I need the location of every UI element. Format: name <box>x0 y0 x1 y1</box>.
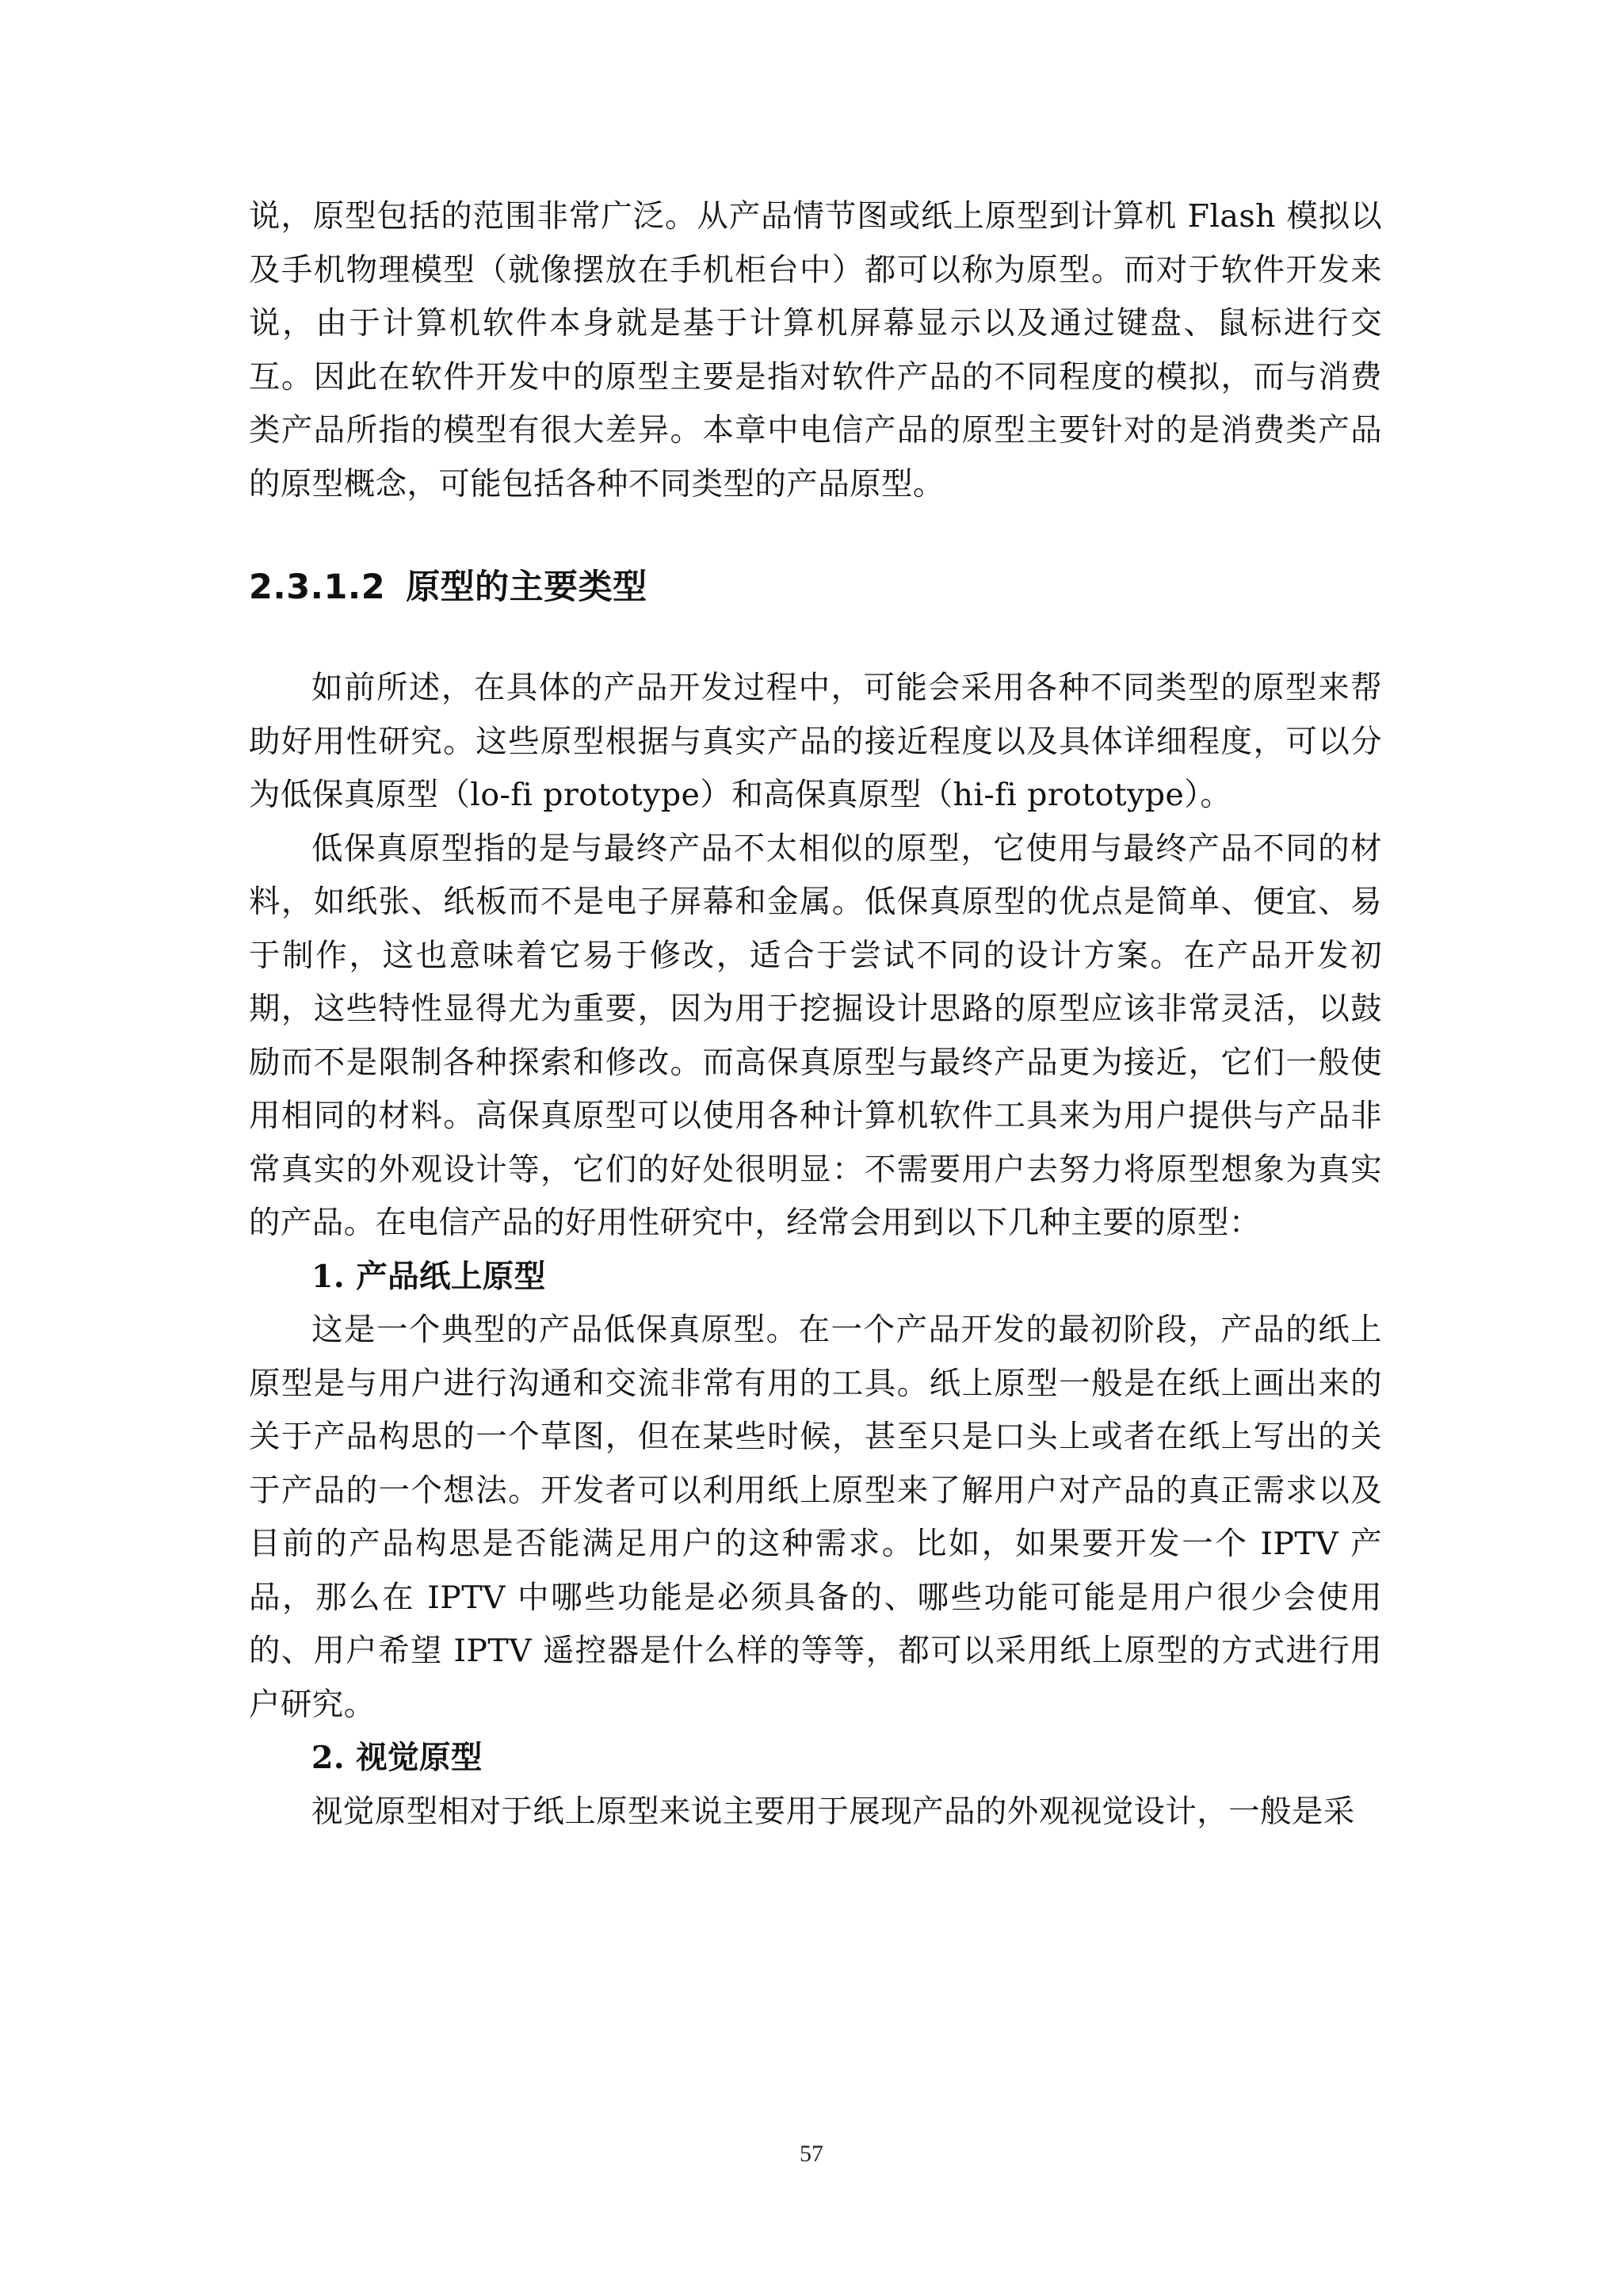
body-paragraph: 说，原型包括的范围非常广泛。从产品情节图或纸上原型到计算机 Flash 模拟以及手机物理模型（就像摆放在手机柜台中）都可以称为原型。而对于软件开发来说，由于计算机软件本身就是基于计算机屏幕显示以及通过键盘、鼠标进行交互。因此在软件开发中的原型主要是指对软件产品的不同程度的模拟，而与消费类产品所指的模型有很大差异。本章中电信产品的原型主要针对的是消费类产品的原型概念，可能包括各种不同类型的产品原型。 <box>249 198 1382 502</box>
body-paragraph: 如前所述，在具体的产品开发过程中，可能会采用各种不同类型的原型来帮助好用性研究。这些原型根据与真实产品的接近程度以及具体详细程度，可以分为低保真原型（lo-fi prototype）和高保真原型（hi-fi prototype）。 <box>249 670 1382 813</box>
section-heading <box>249 563 1382 611</box>
body-paragraph: 这是一个典型的产品低保真原型。在一个产品开发的最初阶段，产品的纸上原型是与用户进行沟通和交流非常有用的工具。纸上原型一般是在纸上画出来的关于产品构思的一个草图，但在某些时候，甚至只是口头上或者在纸上写出的关于产品的一个想法。开发者可以利用纸上原型来了解用户对产品的真正需求以及目前的产品构思是否能满足用户的这种需求。比如，如果要开发一个 IPTV 产品，那么在 IPTV 中哪些功能是必须具备的、哪些功能可能是用户很少会使用的、用户希望 IPTV 遥控器是什么样的等等，都可以采用纸上原型的方式进行用户研究。 <box>249 1312 1382 1723</box>
body-paragraph: 视觉原型相对于纸上原型来说主要用于展现产品的外观视觉设计，一般是采 <box>311 1793 1355 1830</box>
subheading-paper-prototype: 1. 产品纸上原型 <box>311 1258 546 1295</box>
subheading-visual-prototype: 2. 视觉原型 <box>311 1740 483 1776</box>
section-title: 原型的主要类型 <box>406 567 647 607</box>
body-paragraph: 低保真原型指的是与最终产品不太相似的原型，它使用与最终产品不同的材料，如纸张、纸板而不是电子屏幕和金属。低保真原型的优点是简单、便宜、易于制作，这也意味着它易于修改，适合于尝试不同的设计方案。在产品开发初期，这些特性显得尤为重要，因为用于挖掘设计思路的原型应该非常灵活，以鼓励而不是限制各种探索和修改。而高保真原型与最终产品更为接近，它们一般使用相同的材料。高保真原型可以使用各种计算机软件工具来为用户提供与产品非常真实的外观设计等，它们的好处很明显：不需要用户去努力将原型想象为真实的产品。在电信产品的好用性研究中，经常会用到以下几种主要的原型： <box>249 830 1382 1241</box>
section-number: 2.3.1.2 <box>249 567 386 607</box>
page-number: 57 <box>800 2141 823 2167</box>
page-body <box>249 190 1382 1839</box>
